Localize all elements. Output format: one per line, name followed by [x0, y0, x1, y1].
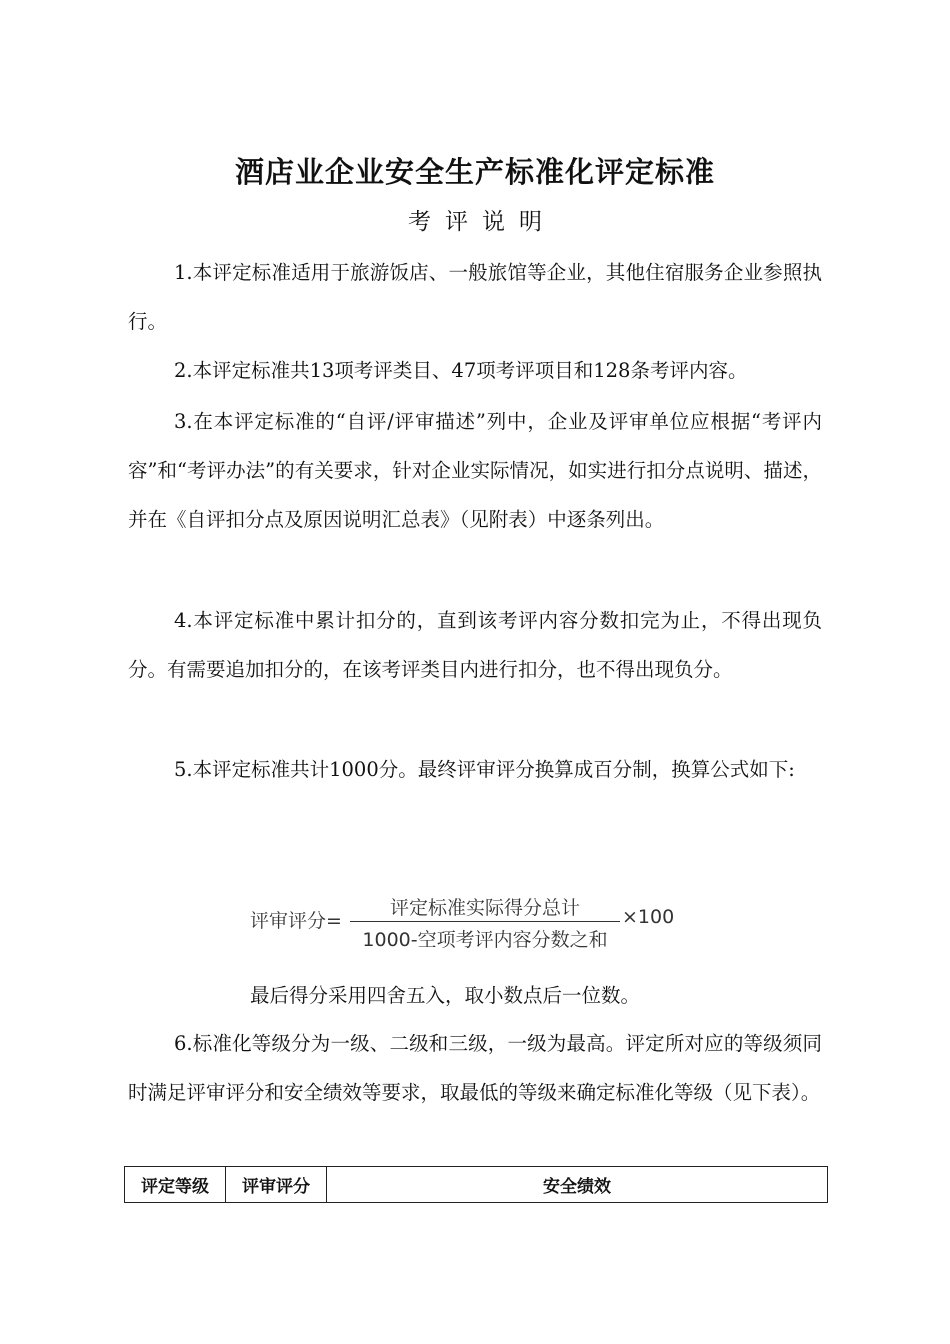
grade-table: [124, 1166, 828, 1203]
formula-rhs: ×100: [622, 906, 675, 928]
section-subtitle: 考评说明: [408, 209, 556, 235]
table-header-row: [125, 1167, 828, 1203]
rounding-note: 最后得分采用四舍五入，取小数点后一位数。: [250, 984, 641, 1007]
formula-denominator: 1000-空项考评内容分数之和: [362, 929, 608, 951]
document-title: 酒店业企业安全生产标准化评定标准: [234, 155, 715, 189]
paragraph-2: 2.本评定标准共13项考评类目、47项考评项目和128条考评内容。: [174, 359, 748, 382]
paragraph-6: 6.标准化等级分为一级、二级和三级，一级为最高。评定所对应的等级须同时满足评审评分和安全绩效等要求，取最低的等级来确定标准化等级（见下表）。: [128, 1032, 822, 1104]
fraction-bar: [350, 921, 620, 922]
header-grade-level: 评定等级: [125, 1167, 226, 1203]
formula-lhs: 评审评分=: [250, 910, 342, 932]
paragraph-3: 3.在本评定标准的“自评/评审描述”列中，企业及评审单位应根据“考评内容”和“考评办法”的有关要求，针对企业实际情况，如实进行扣分点说明、描述，并在《自评扣分点及原因说明汇总表》（见附表）中逐条列出。: [128, 410, 822, 531]
paragraph-4: 4.本评定标准中累计扣分的，直到该考评内容分数扣完为止，不得出现负分。有需要追加扣分的，在该考评类目内进行扣分，也不得出现负分。: [128, 609, 822, 681]
paragraph-1: 1.本评定标准适用于旅游饭店、一般旅馆等企业，其他住宿服务企业参照执行。: [128, 261, 822, 333]
paragraph-5: 5.本评定标准共计1000分。最终评审评分换算成百分制，换算公式如下:: [174, 758, 795, 781]
header-review-score: 评审评分: [226, 1167, 327, 1203]
header-safety-performance: 安全绩效: [327, 1167, 828, 1203]
formula-numerator: 评定标准实际得分总计: [389, 897, 580, 919]
score-formula: [250, 893, 710, 953]
